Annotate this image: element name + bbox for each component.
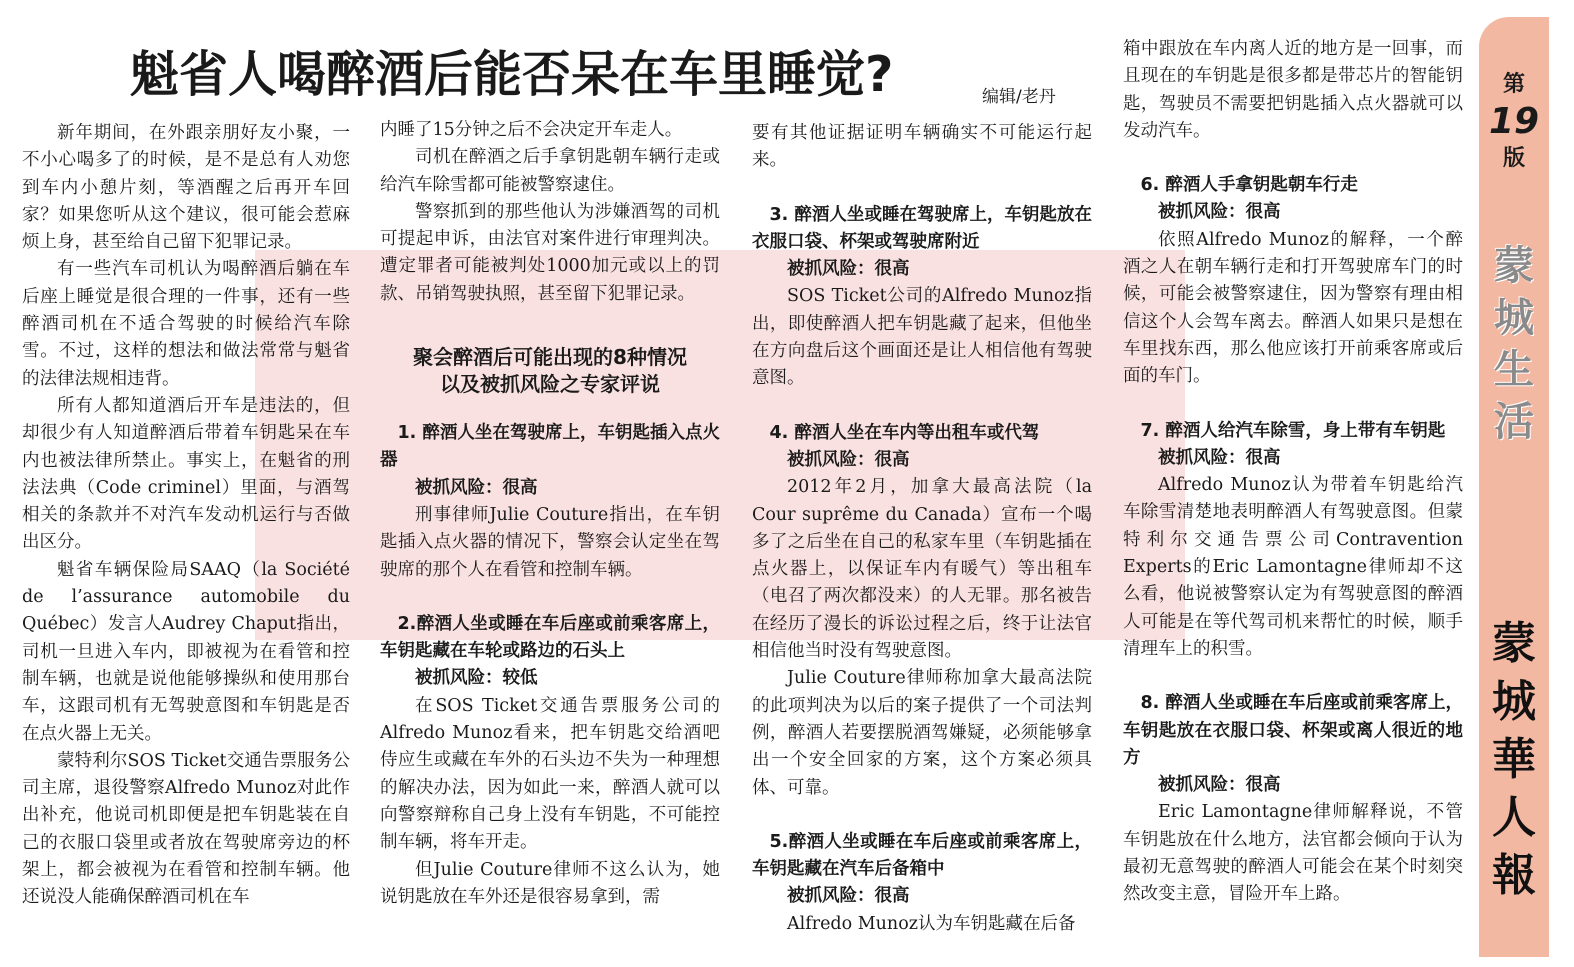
risk-level: 被抓风险：很高 (787, 449, 910, 470)
article-column-1 (22, 120, 350, 912)
newspaper-masthead (1479, 615, 1549, 905)
paragraph: Alfredo Munoz认为带着车钥匙给汽车除雪清楚地表明醉酒人有驾驶意图。但蒙特利尔交通告票公司Contravention Experts的Eric Lamontagne律师却不这么看，他说被警察认定为有驾驶意图的醉酒人可能是在等代驾司机来帮忙的时候，顺手清理车上的积雪。 (1123, 475, 1463, 659)
risk-level: 被抓风险：很高 (1158, 202, 1281, 223)
paragraph: SOS Ticket公司的Alfredo Munoz指出，即使醉酒人把车钥匙藏了起来，但他坐在方向盘后这个画面还是让人相信他有驾驶意图。 (752, 286, 1092, 389)
paragraph: 有一些汽车司机认为喝醉酒后躺在车后座上睡觉是很合理的一件事，还有一些醉酒司机在不适合驾驶的时候给汽车除雪。不过，这样的想法和做法常常与魁省的法律法规相违背。 (22, 259, 350, 389)
section-char: 生 (1494, 347, 1534, 393)
section-char: 蒙 (1494, 243, 1534, 289)
article-column-4 (1123, 36, 1463, 909)
editor-credit: 编辑/老丹 (982, 87, 1056, 107)
paragraph: 魁省车辆保险局SAAQ（la Société de l’assurance automobile du Québec）发言人Audrey Chaput指出，司机一旦进入车内，即被视为在看管和控制车辆，也就是说他能够操纵和使用那台车，这跟司机有无驾驶意图和车钥匙是否在点火器上无关。 (22, 559, 350, 744)
case-heading: 8. 醉酒人坐或睡在车后座或前乘客席上，车钥匙放在衣服口袋、杯架或离人很近的地方 (1123, 693, 1463, 768)
paragraph: Alfredo Munoz认为车钥匙藏在后备 (787, 913, 1076, 934)
masthead-char: 蒙 (1492, 618, 1536, 669)
risk-level: 被抓风险：很高 (1158, 447, 1281, 468)
paragraph: 警察抓到的那些他认为涉嫌酒驾的司机可提起申诉，由法官对案件进行审理判决。遭定罪者可能被判处1000加元或以上的罚款、吊销驾驶执照，甚至留下犯罪记录。 (380, 201, 720, 304)
paragraph: 司机在醉酒之后手拿钥匙朝车辆行走或给汽车除雪都可能被警察逮住。 (380, 147, 720, 195)
headline: 魁省人喝醉酒后能否呆在车里睡觉? (130, 46, 894, 103)
paragraph: 但Julie Couture律师不这么认为，她说钥匙放在车外还是很容易拿到，需 (380, 859, 720, 907)
edition-prefix: 第 (1502, 72, 1525, 97)
paragraph: 在SOS Ticket交通告票服务公司的Alfredo Munoz看来，把车钥匙交给酒吧侍应生或藏在车外的石头边不失为一种理想的解决办法，因为如此一来，醉酒人就可以向警察辩称自己身上没有车钥匙，不可能控制车辆，将车开走。 (380, 695, 720, 853)
risk-level: 被抓风险：很高 (415, 477, 538, 498)
paragraph: Julie Couture律师称加拿大最高法院的此项判决为以后的案子提供了一个司法判例，醉酒人若要摆脱酒驾嫌疑，必须能够拿出一个安全回家的方案，这个方案必须具体、可靠。 (752, 668, 1092, 798)
edition-number: 19 (1488, 101, 1540, 142)
paragraph: 新年期间，在外跟亲朋好友小聚，一不小心喝多了的时候，是不是总有人劝您到车内小憩片刻，等酒醒之后再开车回家？如果您听从这个建议，很可能会惹麻烦上身，甚至给自己留下犯罪记录。 (22, 123, 350, 253)
masthead-char: 華 (1492, 734, 1536, 785)
paragraph: 刑事律师Julie Couture指出，在车钥匙插入点火器的情况下，警察会认定坐在驾驶席的那个人在看管和控制车辆。 (380, 504, 720, 580)
section-char: 活 (1494, 399, 1534, 445)
case-heading: 4. 醉酒人坐在车内等出租车或代驾 (769, 422, 1040, 443)
case-heading: 3. 醉酒人坐或睡在驾驶席上，车钥匙放在衣服口袋、杯架或驾驶席附近 (752, 204, 1092, 252)
paragraph: 依照Alfredo Munoz的解释，一个醉酒之人在朝车辆行走和打开驾驶席车门的时候，可能会被警察逮住，因为警察有理由相信这个人会驾车离去。醉酒人如果只是想在车里找东西，那么他应该打开前乘客席或后面的车门。 (1123, 229, 1463, 387)
masthead-char: 人 (1492, 792, 1536, 843)
section-subheading: 聚会醉酒后可能出现的8种情况 (413, 345, 687, 370)
case-heading: 6. 醉酒人手拿钥匙朝车行走 (1140, 175, 1358, 196)
section-subheading: 以及被抓风险之专家评说 (440, 372, 660, 397)
paragraph: Eric Lamontagne律师解释说，不管车钥匙放在什么地方，法官都会倾向于认为最初无意驾驶的醉酒人可能会在某个时刻突然改变主意，冒险开车上路。 (1123, 802, 1463, 905)
risk-level: 被抓风险：很高 (1158, 775, 1281, 796)
case-heading: 5.醉酒人坐或睡在车后座或前乘客席上，车钥匙藏在汽车后备箱中 (752, 831, 1092, 880)
risk-level: 被抓风险：较低 (415, 668, 538, 689)
case-heading: 7. 醉酒人给汽车除雪，身上带有车钥匙 (1140, 420, 1446, 441)
section-char: 城 (1494, 295, 1534, 341)
section-name (1479, 240, 1549, 448)
edition-label (1479, 70, 1549, 174)
risk-level: 被抓风险：很高 (787, 259, 910, 280)
paragraph: 2012年2月，加拿大最高法院（la Cour suprême du Canada）宣布一个喝多了之后坐在自己的私家车里（车钥匙插在点火器上，以保证车内有暖气）等出租车（电召了两次都没来）的人无罪。那名被告在经历了漫长的诉讼过程之后，终于让法官相信他当时没有驾驶意图。 (752, 477, 1092, 662)
article-column-2 (380, 117, 720, 911)
case-heading: 1. 醉酒人坐在驾驶席上，车钥匙插入点火器 (380, 423, 720, 471)
masthead-char: 報 (1492, 850, 1536, 901)
paragraph: 所有人都知道酒后开车是违法的，但却很少有人知道醉酒后带着车钥匙呆在车内也被法律所禁止。事实上，在魁省的刑法法典（Code criminel）里面，与酒驾相关的条款并不对汽车发动机运行与否做出区分。 (22, 395, 350, 553)
paragraph: 要有其他证据证明车辆确实不可能运行起来。 (752, 123, 1092, 171)
masthead-char: 城 (1492, 676, 1536, 727)
risk-level: 被抓风险：很高 (787, 886, 910, 907)
edition-suffix: 版 (1502, 146, 1525, 171)
paragraph: 蒙特利尔SOS Ticket交通告票服务公司主席，退役警察Alfredo Munoz对此作出补充，他说司机即便是把车钥匙装在自己的衣服口袋里或者放在驾驶席旁边的杯架上，都会被视为在看管和控制车辆。他还说没人能确保醉酒司机在车 (22, 750, 350, 908)
case-heading: 2.醉酒人坐或睡在车后座或前乘客席上，车钥匙藏在车轮或路边的石头上 (380, 613, 720, 662)
paragraph: 内睡了15分钟之后不会决定开车走人。 (380, 120, 683, 140)
article-column-3 (752, 120, 1092, 938)
paragraph: 箱中跟放在车内离人近的地方是一回事，而且现在的车钥匙是很多都是带芯片的智能钥匙，驾驶员不需要把钥匙插入点火器就可以发动汽车。 (1123, 39, 1463, 141)
